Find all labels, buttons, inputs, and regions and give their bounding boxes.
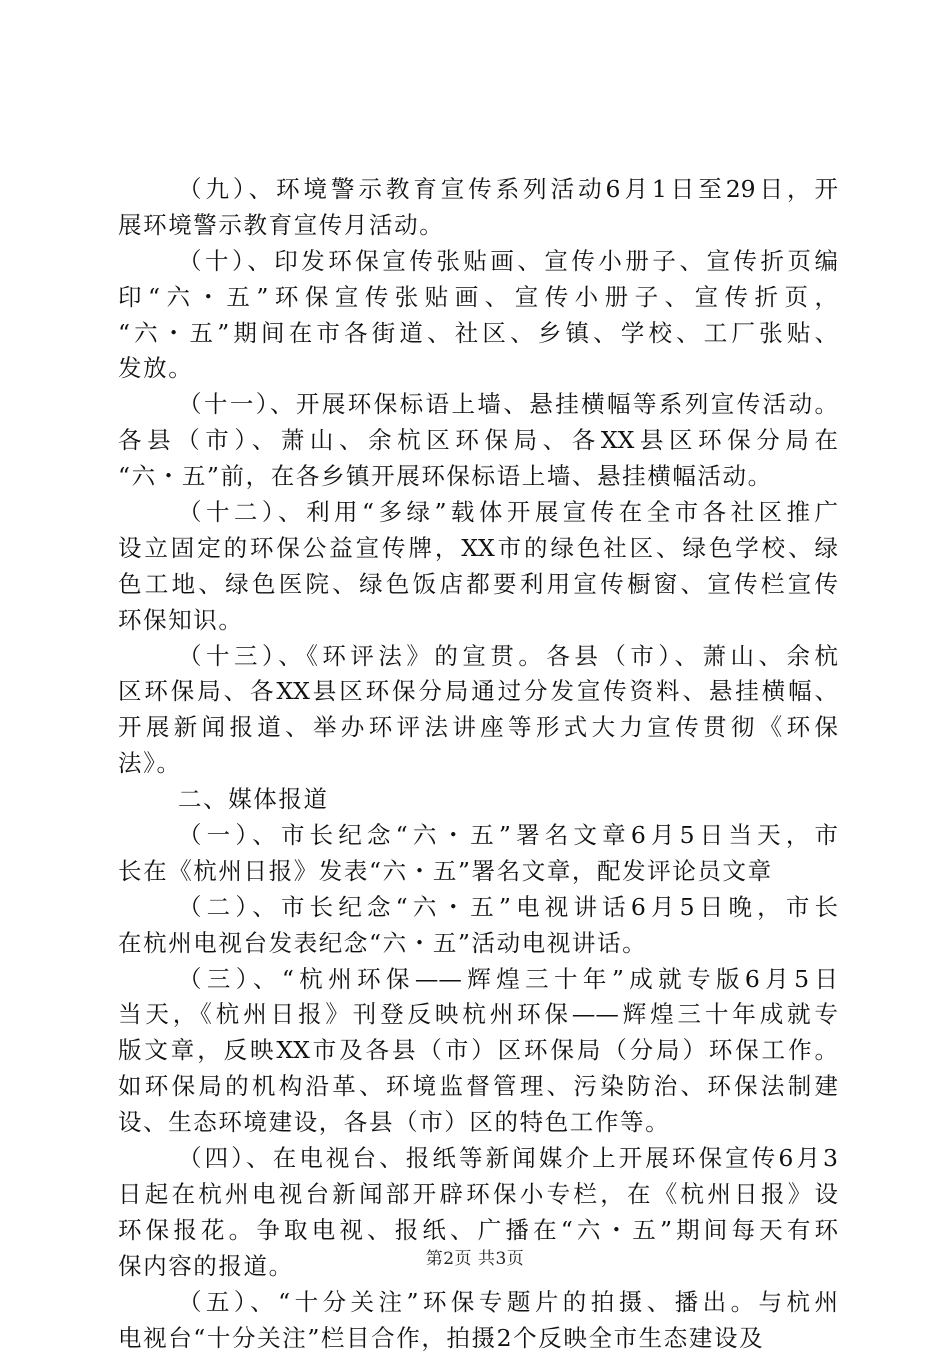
body-text-line: （四）、在电视台、报纸等新闻媒介上开展环保宣传6月3: [118, 1141, 838, 1177]
body-text-line: 如环保局的机构沿革、环境监督管理、污染防治、环保法制建: [118, 1069, 838, 1105]
body-text-line: 发放。: [118, 351, 838, 387]
body-text-line: 长在《杭州日报》发表“六・五”署名文章，配发评论员文章: [118, 854, 838, 890]
body-text-line: （十一）、开展环保标语上墙、悬挂横幅等系列宣传活动。: [118, 387, 838, 423]
body-text-line: （一）、市长纪念“六・五”署名文章6月5日当天，市: [118, 818, 838, 854]
body-text-line: 保内容的报道。: [118, 1249, 838, 1285]
body-text-line: 电视台“十分关注”栏目合作，拍摄2个反映全市生态建设及: [118, 1321, 838, 1356]
body-text-line: （十）、印发环保宣传张贴画、宣传小册子、宣传折页编: [118, 244, 838, 280]
body-text-line: 开展新闻报道、举办环评法讲座等形式大力宣传贯彻《环保: [118, 710, 838, 746]
body-text-line: （三）、“杭州环保——辉煌三十年”成就专版6月5日: [118, 962, 838, 998]
body-text-line: 印“六・五”环保宣传张贴画、宣传小册子、宣传折页，: [118, 280, 838, 316]
body-text-line: 设立固定的环保公益宣传牌，XX市的绿色社区、绿色学校、绿: [118, 531, 838, 567]
document-body: [118, 172, 838, 1356]
body-text-line: “六・五”期间在市各街道、社区、乡镇、学校、工厂张贴、: [118, 316, 838, 352]
body-text-line: 当天，《杭州日报》刊登反映杭州环保——辉煌三十年成就专: [118, 997, 838, 1033]
body-text-line: 设、生态环境建设，各县（市）区的特色工作等。: [118, 1105, 838, 1141]
body-text-line: （十二）、利用“多绿”载体开展宣传在全市各社区推广: [118, 495, 838, 531]
body-text-line: 日起在杭州电视台新闻部开辟环保小专栏，在《杭州日报》设: [118, 1177, 838, 1213]
body-text-line: （九）、环境警示教育宣传系列活动6月1日至29日，开: [118, 172, 838, 208]
body-text-line: 各县（市）、萧山、余杭区环保局、各XX县区环保分局在: [118, 423, 838, 459]
section-heading: 二、媒体报道: [118, 782, 838, 818]
body-text-line: 色工地、绿色医院、绿色饭店都要利用宣传橱窗、宣传栏宣传: [118, 567, 838, 603]
body-text-line: （二）、市长纪念“六・五”电视讲话6月5日晚，市长: [118, 890, 838, 926]
body-text-line: “六・五”前，在各乡镇开展环保标语上墙、悬挂横幅活动。: [118, 459, 838, 495]
body-text-line: 环保报花。争取电视、报纸、广播在“六・五”期间每天有环: [118, 1213, 838, 1249]
page-footer: 第2页 共3页: [0, 1244, 950, 1269]
body-text-line: 法》。: [118, 746, 838, 782]
body-text-line: （十三）、《环评法》的宣贯。各县（市）、萧山、余杭: [118, 639, 838, 675]
body-text-line: 在杭州电视台发表纪念“六・五”活动电视讲话。: [118, 926, 838, 962]
body-text-line: （五）、“十分关注”环保专题片的拍摄、播出。与杭州: [118, 1285, 838, 1321]
body-text-line: 展环境警示教育宣传月活动。: [118, 208, 838, 244]
body-text-line: 区环保局、各XX县区环保分局通过分发宣传资料、悬挂横幅、: [118, 674, 838, 710]
body-text-line: 版文章，反映XX市及各县（市）区环保局（分局）环保工作。: [118, 1033, 838, 1069]
body-text-line: 环保知识。: [118, 603, 838, 639]
